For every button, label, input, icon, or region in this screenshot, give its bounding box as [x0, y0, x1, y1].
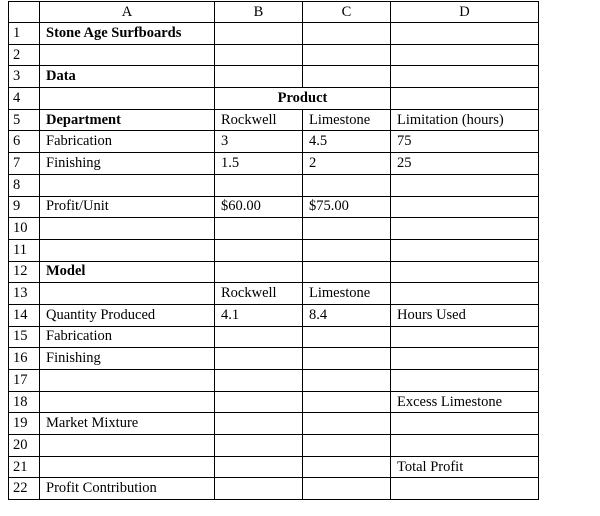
row-number[interactable]: 2 — [9, 44, 40, 66]
sheet-row — [9, 261, 539, 283]
cell-b[interactable] — [215, 23, 303, 45]
cell-a[interactable] — [40, 218, 215, 240]
cell-d[interactable] — [391, 348, 539, 370]
corner-cell[interactable] — [9, 2, 40, 23]
cell-b[interactable] — [215, 413, 303, 435]
cell-b[interactable] — [215, 391, 303, 413]
column-header-d[interactable]: D — [391, 2, 539, 23]
row-number[interactable]: 10 — [9, 218, 40, 240]
cell-b[interactable] — [215, 456, 303, 478]
cell-a[interactable] — [40, 283, 215, 305]
column-header-a[interactable]: A — [40, 2, 215, 23]
cell-c[interactable]: 4.5 — [303, 131, 391, 153]
cell-d[interactable] — [391, 435, 539, 457]
cell-a[interactable]: Profit Contribution — [40, 478, 215, 500]
cell-b[interactable]: 4.1 — [215, 304, 303, 326]
sheet-row — [9, 131, 539, 153]
cell-c[interactable] — [303, 66, 391, 88]
cell-d[interactable] — [391, 88, 539, 110]
row-number[interactable]: 15 — [9, 326, 40, 348]
sheet-row — [9, 218, 539, 240]
sheet-row — [9, 478, 539, 500]
cell-a[interactable] — [40, 370, 215, 392]
cell-c[interactable] — [303, 218, 391, 240]
cell-b[interactable] — [215, 370, 303, 392]
cell-d[interactable] — [391, 44, 539, 66]
cell-b[interactable] — [215, 239, 303, 261]
cell-b[interactable] — [215, 44, 303, 66]
cell-a[interactable]: Quantity Produced — [40, 304, 215, 326]
cell-b[interactable] — [215, 326, 303, 348]
cell-d[interactable] — [391, 239, 539, 261]
cell-a[interactable]: Department — [40, 109, 215, 131]
cell-d[interactable]: 25 — [391, 153, 539, 175]
cell-a[interactable] — [40, 391, 215, 413]
sheet-row — [9, 23, 539, 45]
sheet-row — [9, 44, 539, 66]
row-number[interactable]: 20 — [9, 435, 40, 457]
sheet-row — [9, 196, 539, 218]
cell-a[interactable]: Stone Age Surfboards — [40, 23, 215, 45]
sheet-row — [9, 348, 539, 370]
cell-b[interactable]: Rockwell — [215, 283, 303, 305]
cell-c[interactable] — [303, 435, 391, 457]
row-number[interactable]: 9 — [9, 196, 40, 218]
cell-d[interactable]: Excess Limestone — [391, 391, 539, 413]
spreadsheet-grid — [8, 1, 539, 500]
row-number[interactable]: 13 — [9, 283, 40, 305]
row-number[interactable]: 5 — [9, 109, 40, 131]
cell-a[interactable] — [40, 88, 215, 110]
cell-c[interactable] — [303, 44, 391, 66]
sheet-row — [9, 435, 539, 457]
cell-a[interactable]: Fabrication — [40, 326, 215, 348]
cell-c[interactable] — [303, 23, 391, 45]
row-number[interactable]: 6 — [9, 131, 40, 153]
row-number[interactable]: 18 — [9, 391, 40, 413]
cell-c[interactable] — [303, 348, 391, 370]
column-header-c[interactable]: C — [303, 2, 391, 23]
sheet-row — [9, 413, 539, 435]
cell-d[interactable]: Total Profit — [391, 456, 539, 478]
cell-d[interactable] — [391, 326, 539, 348]
row-number[interactable]: 22 — [9, 478, 40, 500]
sheet-row — [9, 88, 539, 110]
cell-b[interactable]: 3 — [215, 131, 303, 153]
product-header-cell[interactable]: Product — [215, 88, 391, 110]
sheet-row — [9, 239, 539, 261]
cell-b[interactable]: $60.00 — [215, 196, 303, 218]
cell-d[interactable] — [391, 370, 539, 392]
cell-b[interactable] — [215, 348, 303, 370]
cell-c[interactable]: Limestone — [303, 283, 391, 305]
sheet-row — [9, 174, 539, 196]
cell-a[interactable]: Model — [40, 261, 215, 283]
row-number[interactable]: 7 — [9, 153, 40, 175]
cell-c[interactable]: 2 — [303, 153, 391, 175]
cell-c[interactable] — [303, 261, 391, 283]
cell-c[interactable] — [303, 326, 391, 348]
cell-d[interactable] — [391, 66, 539, 88]
row-number[interactable]: 11 — [9, 239, 40, 261]
cell-a[interactable]: Fabrication — [40, 131, 215, 153]
cell-b[interactable] — [215, 218, 303, 240]
cell-d[interactable]: Hours Used — [391, 304, 539, 326]
cell-c[interactable] — [303, 174, 391, 196]
sheet-row — [9, 456, 539, 478]
cell-a[interactable]: Finishing — [40, 348, 215, 370]
cell-d[interactable] — [391, 174, 539, 196]
cell-a[interactable]: Market Mixture — [40, 413, 215, 435]
row-number[interactable]: 16 — [9, 348, 40, 370]
row-number[interactable]: 1 — [9, 23, 40, 45]
sheet-row — [9, 326, 539, 348]
cell-c[interactable] — [303, 391, 391, 413]
cell-a[interactable]: Finishing — [40, 153, 215, 175]
row-number[interactable]: 19 — [9, 413, 40, 435]
cell-a[interactable] — [40, 174, 215, 196]
cell-d[interactable] — [391, 478, 539, 500]
cell-a[interactable]: Data — [40, 66, 215, 88]
sheet-row — [9, 304, 539, 326]
cell-c[interactable] — [303, 239, 391, 261]
cell-b[interactable] — [215, 261, 303, 283]
cell-c[interactable]: Limestone — [303, 109, 391, 131]
cell-c[interactable] — [303, 478, 391, 500]
cell-d[interactable] — [391, 218, 539, 240]
cell-b[interactable]: Rockwell — [215, 109, 303, 131]
column-header-row — [9, 2, 539, 23]
sheet-row — [9, 391, 539, 413]
cell-d[interactable]: 75 — [391, 131, 539, 153]
row-number[interactable]: 8 — [9, 174, 40, 196]
column-header-b[interactable]: B — [215, 2, 303, 23]
cell-a[interactable] — [40, 239, 215, 261]
sheet-row — [9, 109, 539, 131]
row-number[interactable]: 4 — [9, 88, 40, 110]
cell-b[interactable] — [215, 435, 303, 457]
cell-a[interactable]: Profit/Unit — [40, 196, 215, 218]
grid-body — [9, 2, 539, 500]
cell-b[interactable] — [215, 174, 303, 196]
cell-b[interactable] — [215, 66, 303, 88]
cell-a[interactable] — [40, 44, 215, 66]
cell-c[interactable]: 8.4 — [303, 304, 391, 326]
sheet-row — [9, 370, 539, 392]
cell-c[interactable]: $75.00 — [303, 196, 391, 218]
cell-d[interactable] — [391, 196, 539, 218]
row-number[interactable]: 3 — [9, 66, 40, 88]
sheet-row — [9, 153, 539, 175]
row-number[interactable]: 17 — [9, 370, 40, 392]
sheet-row — [9, 283, 539, 305]
cell-b[interactable] — [215, 478, 303, 500]
row-number[interactable]: 14 — [9, 304, 40, 326]
cell-c[interactable] — [303, 413, 391, 435]
row-number[interactable]: 21 — [9, 456, 40, 478]
cell-d[interactable]: Limitation (hours) — [391, 109, 539, 131]
cell-d[interactable] — [391, 261, 539, 283]
cell-a[interactable] — [40, 435, 215, 457]
cell-b[interactable]: 1.5 — [215, 153, 303, 175]
cell-c[interactable] — [303, 370, 391, 392]
cell-c[interactable] — [303, 456, 391, 478]
cell-d[interactable] — [391, 23, 539, 45]
cell-d[interactable] — [391, 413, 539, 435]
row-number[interactable]: 12 — [9, 261, 40, 283]
sheet-row — [9, 66, 539, 88]
cell-a[interactable] — [40, 456, 215, 478]
cell-d[interactable] — [391, 283, 539, 305]
